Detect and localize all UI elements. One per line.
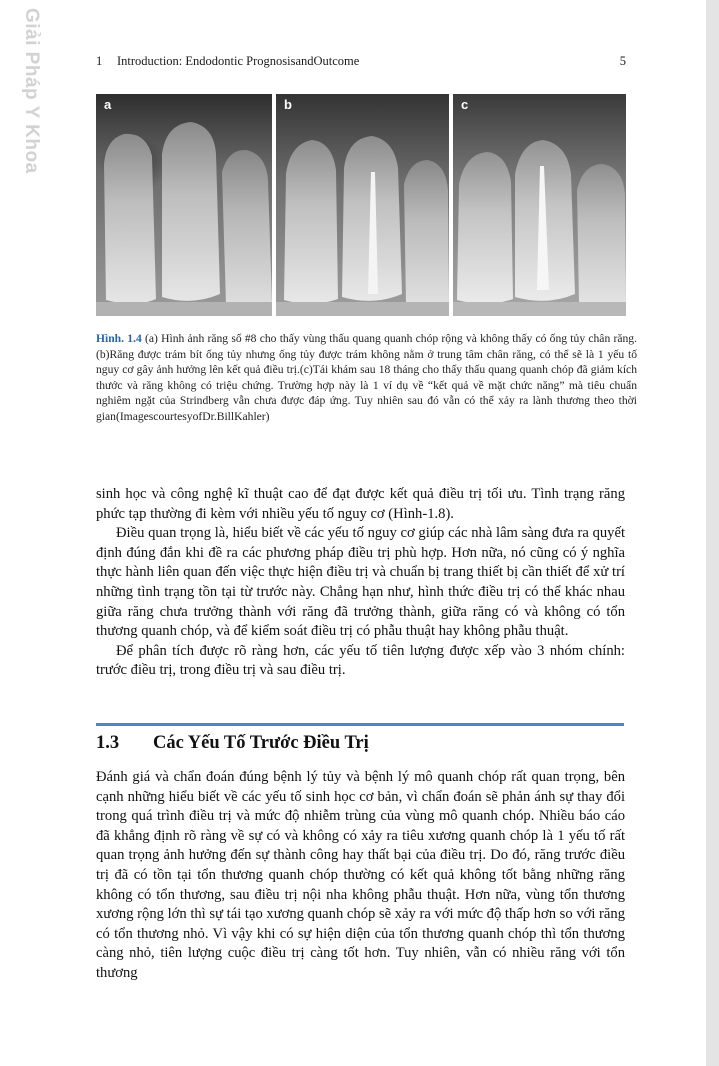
radiograph-image-c: [453, 94, 626, 316]
radiograph-image-b: [276, 94, 449, 316]
paragraph: sinh học và công nghệ kĩ thuật cao để đạt được kết quả điều trị tối ưu. Tình trạng răng phức tạp thường đi kèm với nhiều yếu tố nguy cơ (Hình-1.8).: [96, 486, 625, 522]
radiograph-panel-b: [276, 94, 449, 316]
watermark: Giải Pháp Y Khoa: [21, 8, 42, 174]
radiograph-figure: [96, 94, 626, 316]
section-number: 1.3: [96, 733, 120, 753]
figure-label: Hình. 1.4: [96, 332, 142, 345]
panel-label-a: a: [104, 97, 112, 112]
chapter-title: Introduction: Endodontic PrognosisandOutcome: [117, 54, 360, 68]
running-head: [96, 54, 626, 72]
paragraph: Điều quan trọng là, hiểu biết về các yếu tố nguy cơ giúp các nhà lâm sàng đưa ra quyết định đúng đắn khi đề ra các phương pháp điều trị phù hợp. Hơn nữa, nó cũng có ý nghĩa thực hành liên quan đến việc thực hiện điều trị và chuẩn bị trang thiết bị cần thiết để xử trí những tình trạng tồn tại từ trước này. Chẳng hạn như, hình thức điều trị có thể khác nhau giữa răng chưa trưởng thành với răng đã trưởng thành, giữa răng có và không có tổn thương quanh chóp, và để kiểm soát điều trị có phẫu thuật hay không phẫu thuật.: [96, 525, 625, 640]
figure-caption: [96, 331, 637, 425]
page-number: 5: [619, 54, 626, 68]
panel-label-c: c: [461, 97, 469, 112]
page-edge: [706, 0, 719, 1066]
radiograph-image-a: [96, 94, 272, 316]
paragraph: Đánh giá và chẩn đoán đúng bệnh lý tủy và bệnh lý mô quanh chóp rất quan trọng, bên cạnh những hiểu biết về các yếu tố sinh học cơ bản, vì chẩn đoán sẽ phản ánh sự thay đổi trong quá trình điều trị và mức độ nhiễm trùng của vùng mô quanh chóp. Nhiều báo cáo đã khẳng định rõ ràng về sự có và không có xảy ra tiêu xương quanh chóp là 1 yếu tố rất quan trọng ảnh hưởng đến sự thành công hay thất bại của điều trị. Do đó, răng trước điều trị đã có tồn tại tổn thương quanh chóp thường có kết quả không tốt bằng những răng không có tổn thương, sau điều trị nội nha không phẫu thuật. Hơn nữa, vùng tổn thương xương rộng lớn thì sự tái tạo xương quanh chóp sẽ xảy ra với mức độ thấp hơn so với răng có tổn thương nhỏ. Vì vậy khi có sự hiện diện của tổn thương quanh chóp thì tổn thương càng nhỏ, tiên lượng cuộc điều trị càng tốt hơn. Tuy nhiên, vẫn có nhiều răng với tổn thương: [96, 769, 625, 981]
radiograph-panel-c: [453, 94, 626, 316]
chapter-number: 1: [96, 54, 103, 68]
paragraph: Để phân tích được rõ ràng hơn, các yếu tố tiên lượng được xếp vào 3 nhóm chính: trước điều trị, trong điều trị và sau điều trị.: [96, 642, 625, 679]
radiograph-panel-a: [96, 94, 272, 316]
body-text-section: [96, 768, 625, 984]
caption-text: (a) Hình ảnh răng số #8 cho thấy vùng thấu quang quanh chóp rộng và không thấy có ống tủy chân răng.(b)Răng được trám bít ống tủy nhưng ống tủy được trám không nằm ở trung tâm chân răng, có thể sẽ là 1 yếu tố nguy cơ gây ảnh hưởng lên kết quả điều trị.(c)Tái khám sau 18 tháng cho thấy thấu quang quanh chóp đã giảm kích thước và răng không có triệu chứng. Trường hợp này là 1 ví dụ về “kết quả về mặt chức năng” mà tiêu chuẩn nghiêm ngặt của Strindberg vẫn chưa được đáp ứng. Tuy nhiên sau đó vẫn có thể xảy ra lành thương theo thời gian(ImagescourtesyofDr.BillKahler): [96, 332, 637, 423]
section-title: Các Yếu Tố Trước Điều Trị: [153, 733, 369, 753]
body-text-upper: [96, 485, 625, 681]
section-rule: [96, 723, 624, 726]
panel-label-b: b: [284, 97, 292, 112]
